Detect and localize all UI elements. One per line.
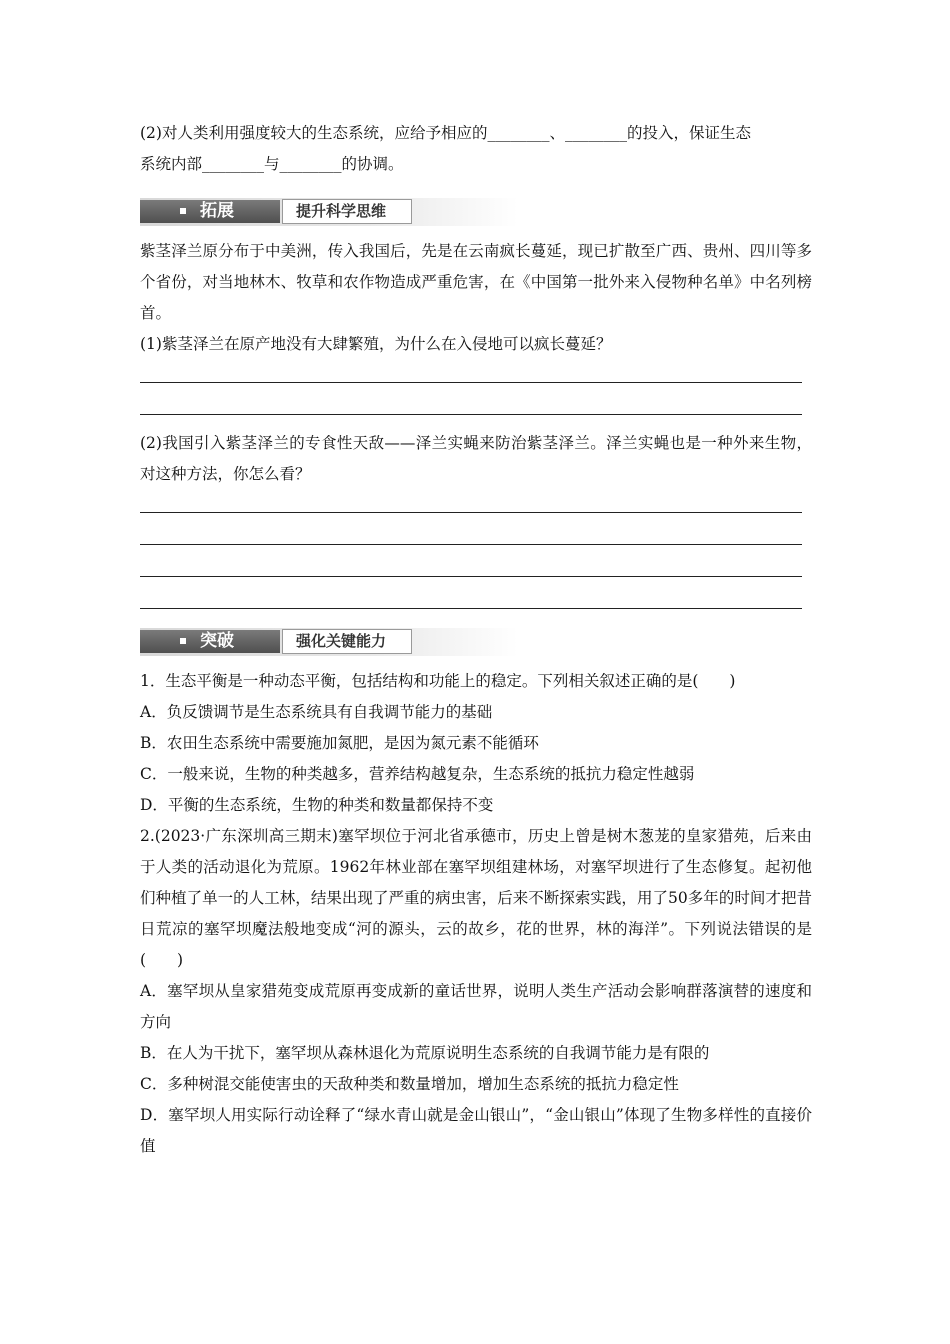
question-1-option-d: D．平衡的生态系统，生物的种类和数量都保持不变 [140,796,494,814]
intro-line-2: 系统内部________与________的协调。 [140,155,404,173]
answer-line[interactable] [140,522,802,545]
question-1-option-c: C．一般来说，生物的种类越多，营养结构越复杂，生态系统的抵抗力稳定性越弱 [140,765,695,783]
banner-subtitle: 强化关键能力 [296,632,387,650]
worksheet-page [140,118,812,1162]
banner-label: 突破 [200,631,234,651]
expand-paragraph: 紫茎泽兰原分布于中美洲，传入我国后，先是在云南疯长蔓延，现已扩散至广西、贵州、四川等多个省份，对当地林木、牧草和农作物造成严重危害，在《中国第一批外来入侵物种名单》中名列榜首。 [140,242,812,322]
question-1-option-b: B．农田生态系统中需要施加氮肥，是因为氮元素不能循环 [140,734,539,752]
section-banner-expand [140,188,520,230]
answer-line[interactable] [140,490,802,513]
answer-line[interactable] [140,392,802,415]
question-2-stem: 2.(2023·广东深圳高三期末)塞罕坝位于河北省承德市，历史上曾是树木葱茏的皇家猎苑，后来由于人类的活动退化为荒原。1962年林业部在塞罕坝组建林场，对塞罕坝进行了生态修复。起初他们种植了单一的人工林，结果出现了严重的病虫害，后来不断探索实践，用了50多年的时间才把昔日荒凉的塞罕坝魔法般地变成“河的源头，云的故乡，花的世界，林的海洋”。下列说法错误的是( ) [140,827,812,969]
banner-subtitle: 提升科学思维 [296,202,387,220]
expand-question-1: (1)紫茎泽兰在原产地没有大肆繁殖，为什么在入侵地可以疯长蔓延？ [140,335,612,353]
question-2-option-d: D．塞罕坝人用实际行动诠释了“绿水青山就是金山银山”，“金山银山”体现了生物多样性的直接价值 [140,1106,812,1155]
question-1-stem: 1．生态平衡是一种动态平衡，包括结构和功能上的稳定。下列相关叙述正确的是( ) [140,672,736,690]
intro-line-1: (2)对人类利用强度较大的生态系统，应给予相应的________、________的投入，保证生态 [140,124,751,142]
expand-question-2: (2)我国引入紫茎泽兰的专食性天敌——泽兰实蝇来防治紫茎泽兰。泽兰实蝇也是一种外来生物，对这种方法，你怎么看？ [140,434,812,483]
answer-line[interactable] [140,554,802,577]
answer-line[interactable] [140,586,802,609]
answer-line[interactable] [140,360,802,383]
section-banner-break [140,618,520,660]
question-1-option-a: A．负反馈调节是生态系统具有自我调节能力的基础 [140,703,493,721]
question-2-option-a: A．塞罕坝从皇家猎苑变成荒原再变成新的童话世界，说明人类生产活动会影响群落演替的速度和方向 [140,982,812,1031]
square-bullet-icon [180,208,186,214]
question-2-option-b: B．在人为干扰下，塞罕坝从森林退化为荒原说明生态系统的自我调节能力是有限的 [140,1044,710,1062]
banner-label: 拓展 [200,201,234,221]
question-2-option-c: C．多种树混交能使害虫的天敌种类和数量增加，增加生态系统的抵抗力稳定性 [140,1075,679,1093]
square-bullet-icon [180,638,186,644]
